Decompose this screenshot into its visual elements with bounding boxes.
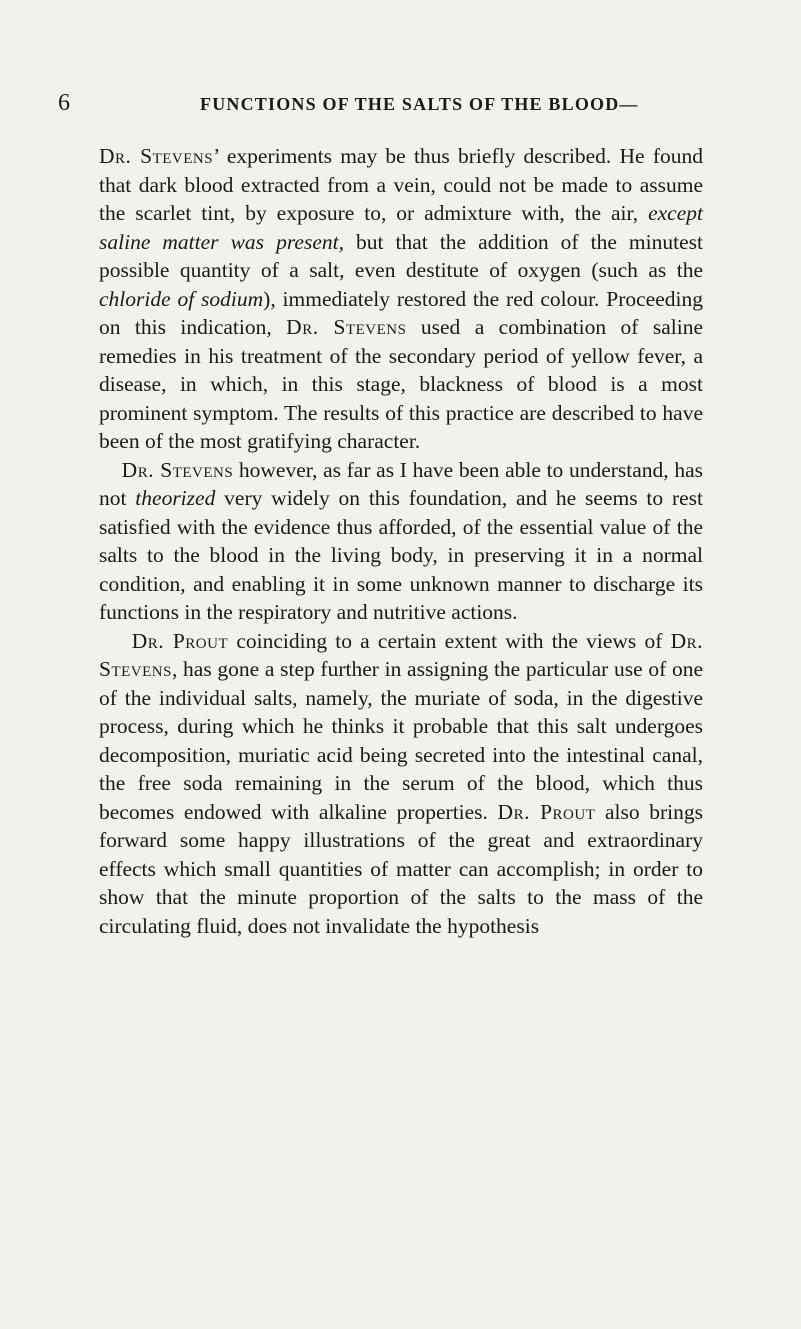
author-name: Dr. Stevens: [121, 457, 234, 482]
italic-phrase: theorized: [135, 486, 216, 510]
author-name: Dr. Stevens: [286, 315, 407, 339]
text-run: but that the addition of the minutest possible quantity of a salt, even destitute of oxygen (such as the: [99, 229, 703, 282]
page-number: 6: [58, 90, 72, 116]
author-name: Dr. Prout: [131, 628, 229, 653]
author-name: Dr. Stevens: [99, 144, 214, 168]
italic-phrase: chloride of sodium: [99, 286, 264, 311]
text-run: ), immediately restored the red colour. Proceeding on this indication,: [99, 286, 703, 339]
text-run: used a combination of saline remedies in his treatment of the secondary period of yellow fever, a disease, in which, in this stage, blackness of blood is a most prominent symptom. The results of this practice are described to have been of the most gratifying character.: [99, 315, 704, 453]
text-run: ’ experiments may be thus briefly described. He found that dark blood extracted from a vein, could not be made to assume the scarlet tint, by exposure to, or admixture with, the air,: [99, 144, 703, 225]
text-run: very widely on this foundation, and he seems to rest satisfied with the evidence thus afforded, of the essential value of the salts to the blood in the living body, in preserving it in a normal condition, and enabling it in some unknown manner to discharge its functions in the respiratory and nutritive actions.: [99, 486, 703, 624]
paragraph-1: [99, 142, 703, 456]
italic-phrase: except saline matter was present,: [99, 201, 703, 254]
body-text: [99, 142, 703, 940]
author-name: Dr. Stevens: [99, 628, 704, 681]
running-head: [58, 90, 698, 120]
paragraph-3: [99, 627, 703, 941]
paragraph-2: [99, 456, 703, 627]
running-title: FUNCTIONS OF THE SALTS OF THE BLOOD—: [200, 94, 639, 114]
text-run: , has gone a step further in assigning the particular use of one of the individual salts, namely, the muriate of soda, in the digestive process, during which he thinks it probable that this salt undergoes decomposition, muriatic acid being secreted into the intestinal canal, the free soda remaining in the serum of the blood, which thus becomes endowed with alkaline properties.: [99, 657, 703, 824]
text-run: coinciding to a certain extent with the views of: [228, 628, 671, 653]
text-run: also brings forward some happy illustrations of the great and extraordinary effects which small quantities of matter can accomplish; in order to show that the minute proportion of the salts to the mass of the circulating fluid, does not invalidate the hypothesis: [99, 799, 703, 938]
author-name: Dr. Prout: [497, 799, 596, 824]
text-run: however, as far as I have been able to understand, has not: [99, 457, 704, 510]
